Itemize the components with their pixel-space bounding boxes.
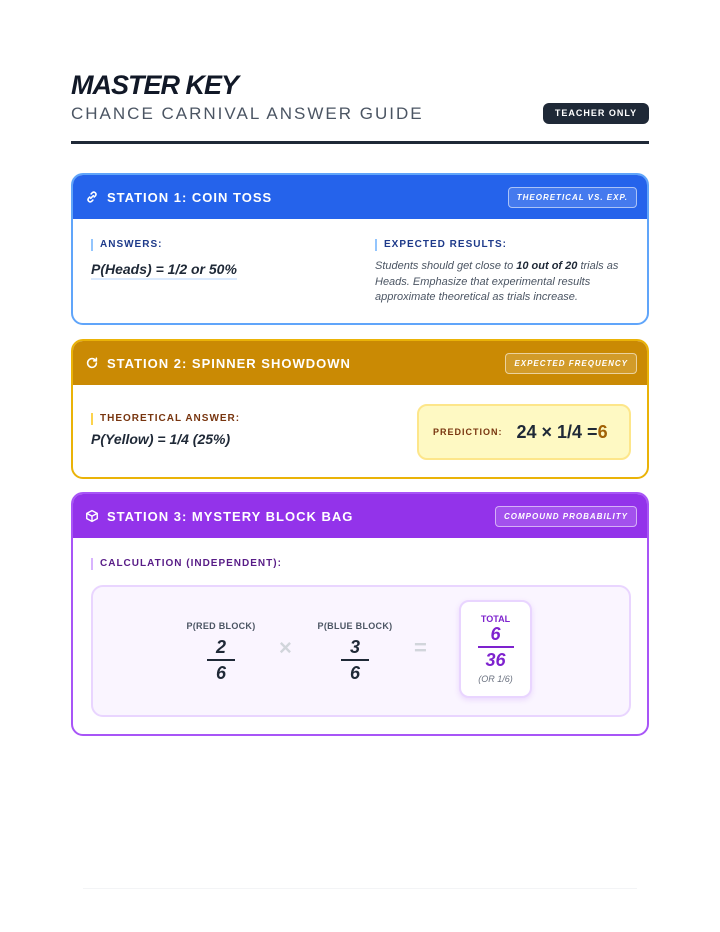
station-3-card — [71, 492, 649, 736]
multiply-sign: × — [279, 635, 292, 660]
total-denominator: 36 — [485, 650, 506, 670]
blue-block-fraction: $\frac{3}{6}$ — [341, 637, 369, 683]
refresh-icon — [85, 356, 99, 370]
link-icon — [85, 190, 99, 204]
answers-label: ANSWERS: — [91, 239, 162, 251]
station-1-answer: P(Heads) = 1/2 or 50% — [91, 261, 237, 280]
prediction-label: PREDICTION: — [433, 427, 503, 437]
station-2-header — [73, 341, 647, 385]
station-2-title: STATION 2: SPINNER SHOWDOWN — [107, 355, 351, 371]
calculation-box — [91, 585, 631, 717]
equals-sign: = — [414, 635, 427, 660]
expected-highlight: 10 out of 20 — [516, 260, 578, 272]
prediction-result: 6 — [597, 421, 608, 442]
station-2-answer: P(Yellow) = 1/4 (25%) — [91, 431, 231, 447]
station-3-tag: COMPOUND PROBABILITY — [495, 506, 637, 527]
cube-icon — [85, 509, 99, 523]
prediction-box — [417, 404, 631, 460]
header-divider — [71, 141, 649, 144]
expected-results-label: EXPECTED RESULTS: — [375, 239, 507, 251]
red-block-label: P(RED BLOCK) — [186, 621, 256, 631]
station-3-title: STATION 3: MYSTERY BLOCK BAG — [107, 508, 354, 524]
station-1-header — [73, 175, 647, 219]
red-block-fraction: $\frac{2}{6}$ — [207, 637, 235, 683]
page-title: MASTER KEY — [71, 70, 239, 100]
blue-block-label: P(BLUE BLOCK) — [317, 621, 393, 631]
footer-divider — [83, 888, 637, 889]
station-2-card — [71, 339, 649, 479]
station-2-tag: EXPECTED FREQUENCY — [505, 353, 637, 374]
page-subtitle: CHANCE CARNIVAL ANSWER GUIDE — [71, 104, 424, 123]
teacher-only-badge: TEACHER ONLY — [543, 103, 649, 124]
total-probability-box — [459, 600, 532, 698]
station-1-card — [71, 173, 649, 325]
theoretical-answer-label: THEORETICAL ANSWER: — [91, 413, 240, 425]
total-numerator: 6 — [490, 624, 501, 644]
blue-block-probability — [313, 621, 397, 684]
station-1-title: STATION 1: COIN TOSS — [107, 189, 273, 205]
total-simplified-note: (OR 1/6) — [478, 674, 513, 684]
expected-results-text: Students should get close to 10 out of 20 trials as Heads. Emphasize that experimental results approximate theoretical as trials increase. — [375, 260, 619, 303]
station-3-header — [73, 494, 647, 538]
calculation-label: CALCULATION (INDEPENDENT): — [91, 558, 282, 570]
station-1-tag: THEORETICAL VS. EXP. — [508, 187, 637, 208]
total-label: TOTAL — [480, 614, 511, 624]
prediction-equation: 24 × 1/4 = — [516, 421, 598, 442]
red-block-probability — [181, 621, 261, 684]
